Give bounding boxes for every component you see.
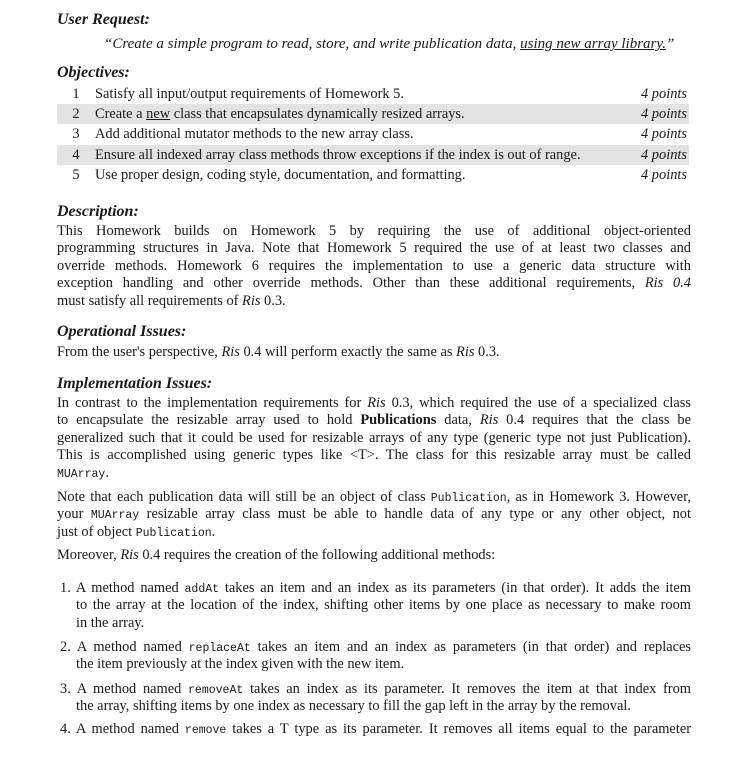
objective-row: 1 Satisfy all input/output requirements of Homework 5. 4 points	[72, 86, 687, 102]
objective-row: 3 Add additional mutator methods to the new array class. 4 points	[72, 126, 687, 142]
objective-points: 4 points	[641, 126, 687, 142]
objective-points: 4 points	[641, 147, 687, 163]
objective-row: 5 Use proper design, coding style, documentation, and formatting. 4 points	[72, 167, 687, 183]
implementation-heading: Implementation Issues:	[57, 375, 213, 392]
objectives-heading: Objectives:	[57, 64, 130, 81]
implementation-paragraph-2: Note that each publication data will still be an object of class Publication, as in Homework 3. However, your MUArray resizable array class must be able to handle data of any type or any other object, not just of object Publication.	[57, 489, 691, 540]
objective-points: 4 points	[641, 106, 687, 122]
description-paragraph: This Homework builds on Homework 5 by requiring the use of additional object-oriented programming structures in Java. Note that Homework 5 required the use of at least two classes and override methods. Homework 6 requires the implementation to use a generic data structure with exception handling and other override methods. Other than these additional requirements, Ris 0.4 must satisfy all requirements of Ris 0.3.	[57, 223, 691, 309]
method-list-item-1: 1. A method named addAt takes an item and an index as its parameters (in that order). It adds the item to the array at the location of the index, shifting other items by one place as necessary to make room in the array.	[60, 580, 691, 631]
objective-points: 4 points	[641, 86, 687, 102]
description-heading: Description:	[57, 203, 139, 220]
operational-paragraph: From the user's perspective, Ris 0.4 will perform exactly the same as Ris 0.3.	[57, 344, 500, 360]
objective-points: 4 points	[641, 167, 687, 183]
user-request-heading: User Request:	[57, 11, 150, 28]
method-list-item-4: 4. A method named remove takes a T type as its parameter. It removes all items equal to the parameter	[60, 721, 691, 737]
objective-row: 4 Ensure all indexed array class methods throw exceptions if the index is out of range. 4 points	[57, 145, 689, 165]
request-underlined-text: using new array library.	[520, 36, 666, 52]
implementation-paragraph-3: Moreover, Ris 0.4 requires the creation of the following additional methods:	[57, 547, 496, 563]
operational-heading: Operational Issues:	[57, 323, 187, 340]
objective-row: 2 Create a new class that encapsulates dynamically resized arrays. 4 points	[57, 104, 689, 124]
user-request-quote: “Create a simple program to read, store, and write publication data, using new array library.”	[104, 36, 675, 52]
method-list-item-2: 2. A method named replaceAt takes an item and an index as parameters (in that order) and replaces the item previously at the index given with the new item.	[60, 639, 691, 673]
implementation-paragraph-1: In contrast to the implementation requirements for Ris 0.3, which required the use of a specialized class to encapsulate the resizable array used to hold Publications data, Ris 0.4 requires that the class be generalized such that it could be used for resizable arrays of any type (generic type not just Publication). This is accomplished using generic types like <T>. The class for this resizable array must be called MUArray.	[57, 395, 691, 481]
method-list-item-3: 3. A method named removeAt takes an index as its parameter. It removes the item at that index from the array, shifting items by one index as necessary to fill the gap left in the array by the removal.	[60, 681, 691, 715]
